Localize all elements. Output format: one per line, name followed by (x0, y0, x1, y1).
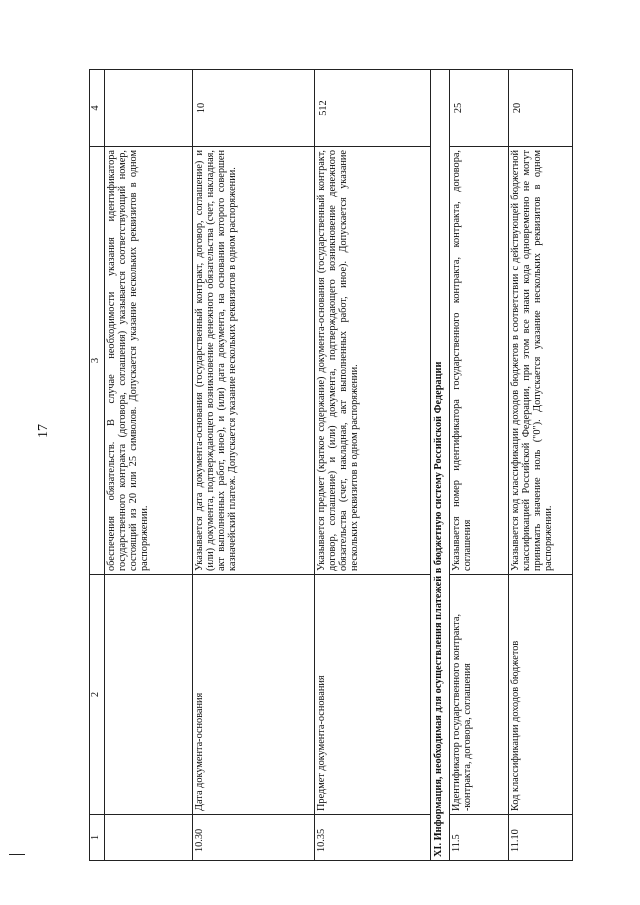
header-col-1: 1 (90, 815, 105, 861)
table-row (449, 70, 508, 861)
page-number: 17 (36, 424, 51, 438)
header-col-2: 2 (90, 575, 105, 815)
row-description: Указывается предмет (краткое содержание) документа-основания (государственный контракт, договор, соглашение) и (или) документа, подтверждающего возникновение денежного обязательства (счет, накладная, акт выполненных работ, иное). Допускается указание нескольких реквизитов в одном распоряжении. (315, 147, 431, 575)
row-name: Предмет документа-основания (315, 575, 431, 815)
margin-mark (9, 854, 25, 855)
row-length: 512 (315, 70, 431, 147)
table-header-row (90, 70, 105, 861)
row-description: Указывается номер идентификатора государственного контракта, контракта, договора, соглашения (449, 147, 508, 575)
row-description: Указывается код классификации доходов бюджетов в соответствии с действующей бюджетной классификацией Российской Федерации, при этом все знаки кода одновременно не могут принимать значение ноль ("0"). Допускается указание нескольких реквизитов в одном распоряжении. (508, 147, 572, 575)
header-col-4: 4 (90, 70, 105, 147)
row-name: Дата документа-основания (192, 575, 314, 815)
row-name: Код классификации доходов бюджетов (508, 575, 572, 815)
row-name: Идентификатор государственного контракта, -контракта, договора, соглашения (449, 575, 508, 815)
table-row (192, 70, 314, 861)
row-length: 20 (508, 70, 572, 147)
row-number: 10.35 (315, 815, 431, 861)
section-title: XI. Информация, необходимая для осуществления платежей в бюджетную систему Российской Федерации (431, 70, 449, 861)
table-row (105, 70, 193, 861)
row-number: 11.10 (508, 815, 572, 861)
header-col-3: 3 (90, 147, 105, 575)
row-description: обеспечения обязательств. В случае необходимости указания идентификатора государственного контракта (договора, соглашения) указывается соответствующий номер, состоящий из 20 или 25 символов. Допускается указание нескольких реквизитов в одном распоряжении. (105, 147, 193, 575)
table-row (315, 70, 431, 861)
table-row (508, 70, 572, 861)
row-number: 11.5 (449, 815, 508, 861)
requisites-table (89, 69, 573, 861)
row-name (105, 575, 193, 815)
row-length (105, 70, 193, 147)
row-number (105, 815, 193, 861)
row-length: 10 (192, 70, 314, 147)
document-table-rotated (89, 70, 573, 861)
section-row (431, 70, 449, 861)
row-number: 10.30 (192, 815, 314, 861)
row-length: 25 (449, 70, 508, 147)
row-description: Указывается дата документа-основания (государственный контракт, договор, соглашение) и (или) документа, подтверждающего возникновение денежного обязательства (счет, накладная, акт выполненных работ, иное), и (или) дата документа, на основании которого совершен казначейский платеж. Допускается указание нескольких реквизитов в одном распоряжении. (192, 147, 314, 575)
